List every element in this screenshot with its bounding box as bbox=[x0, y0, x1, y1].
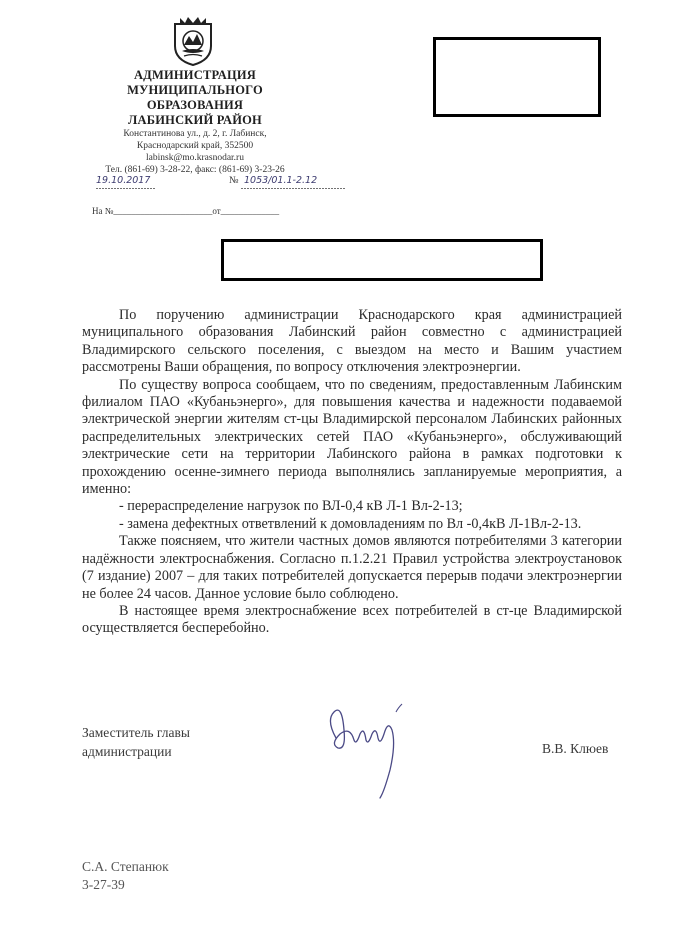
registration-number: 1053/01.1-2.12 bbox=[244, 175, 318, 186]
registration-line: 19.10.2017 № 1053/01.1-2.12 bbox=[96, 176, 356, 196]
paragraph: По поручению администрации Краснодарского края администрацией муниципального образования Лабинский район совместно с администрацией Владимирского сельского поселения, с выездом на место и Вашим участием рассмотрены Ваши обращения, по вопросу отключения электроэнергии. bbox=[82, 307, 622, 376]
organization-name: АДМИНИСТРАЦИЯ МУНИЦИПАЛЬНОГО ОБРАЗОВАНИЯ ЛАБИНСКИЙ РАЙОН bbox=[127, 68, 263, 127]
letter-body bbox=[82, 307, 622, 638]
list-item: - перераспределение нагрузок по ВЛ-0,4 кВ Л-1 Вл-2-13; bbox=[119, 498, 463, 515]
executor-info bbox=[82, 858, 169, 894]
executor-phone: 3-27-39 bbox=[82, 877, 125, 892]
list-item: - замена дефектных ответвлений к домовладениям по Вл -0,4кВ Л-1Вл-2-13. bbox=[119, 515, 582, 532]
registration-underline bbox=[96, 187, 346, 190]
paragraph: В настоящее время электроснабжение всех потребителей в ст-це Владимирской осуществляется бесперебойно. bbox=[82, 602, 622, 637]
registration-date: 19.10.2017 bbox=[96, 175, 151, 186]
redacted-salutation-box bbox=[221, 239, 543, 281]
signatory-name: В.В. Клюев bbox=[542, 741, 609, 756]
redacted-recipient-box bbox=[433, 37, 601, 117]
executor-name: С.А. Степанюк bbox=[82, 859, 169, 874]
paragraph: Также поясняем, что жители частных домов являются потребителями 3 категории надёжности электроснабжения. Согласно п.1.2.21 Правил устройства электроустановок (7 издание) 2007 – для таких потребителей допускается перерыв подачи электроэнергии не более 24 часов. Данное условие было соблюдено. bbox=[82, 533, 622, 602]
organization-address: Константинова ул., д. 2, г. Лабинск, Краснодарский край, 352500 labinsk@mo.krasnodar.ru Тел. (861-69) 3-28-22, факс: (861-69) 3-23-26 bbox=[105, 129, 285, 175]
signatory-position: Заместитель главы администрации bbox=[82, 725, 190, 759]
handwritten-signature bbox=[322, 690, 422, 800]
paragraph: По существу вопроса сообщаем, что по сведениям, предоставленным Лабинским филиалом ПАО «Кубаньэнерго», для повышения качества и надежности подаваемой электрической энергии жителям ст-цы Владимирской персоналом Лабинских районных распределительных электрических сетей ПАО «Кубаньэнерго», обслуживающий электрические сети на территории Лабинского района в рамках подготовки к прохождению осенне-зимнего периода выполнялись запланируемые мероприятия, а именно: bbox=[82, 376, 622, 498]
reference-line: На №______________________от_____________ bbox=[92, 206, 280, 216]
coat-of-arms-icon bbox=[172, 14, 214, 66]
